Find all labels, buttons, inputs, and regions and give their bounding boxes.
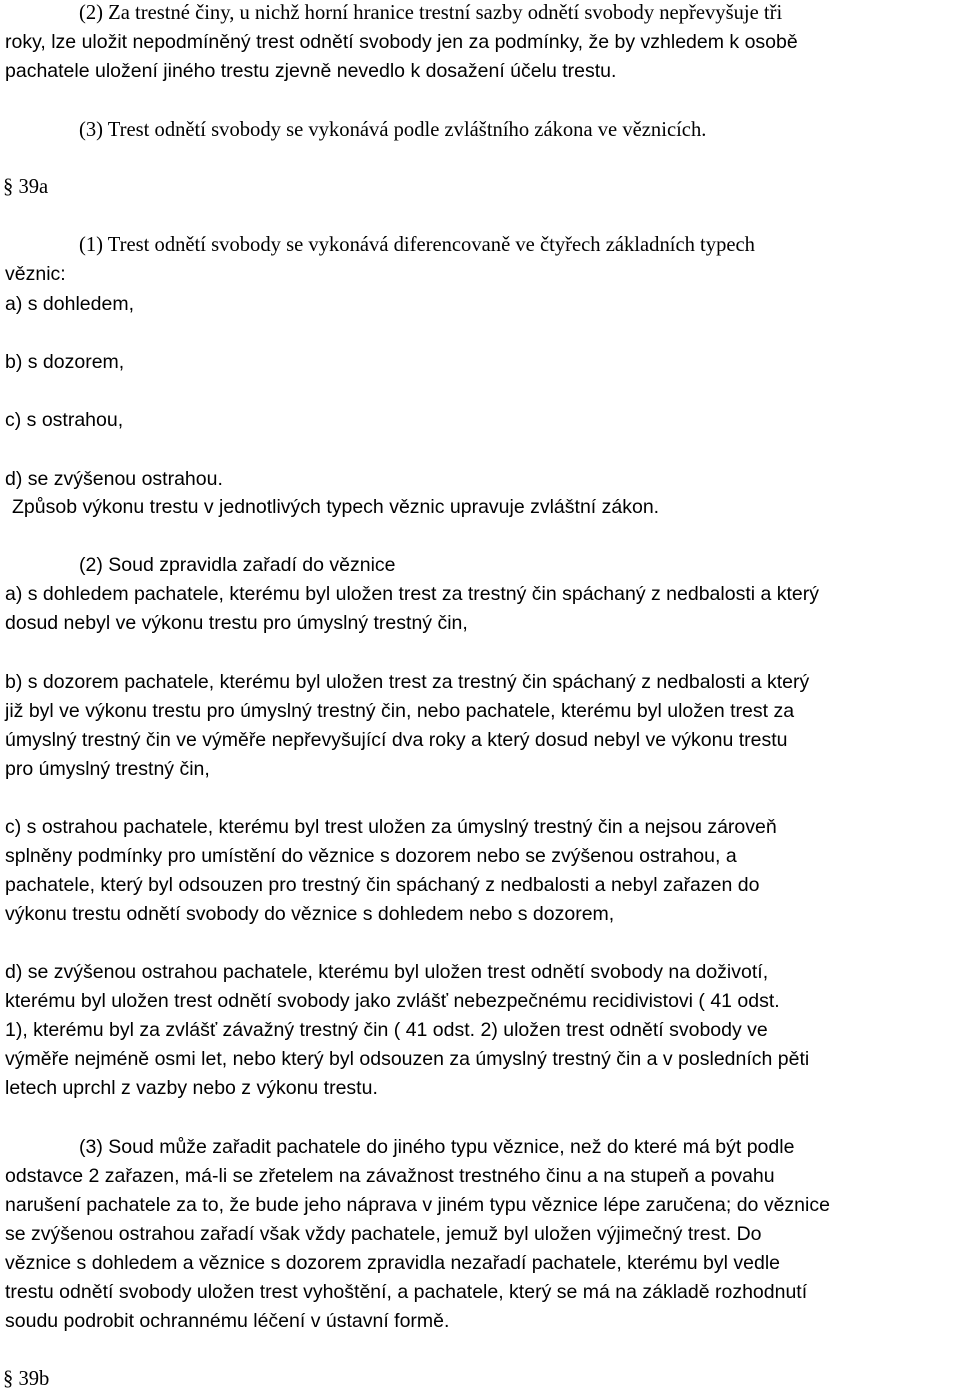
- prison-type-c: c) s ostrahou,: [5, 409, 124, 431]
- 39a-para-3-line-3: narušení pachatele za to, že bude jeho náprava v jiném typu věznice lépe zaručena; do věznice: [5, 1194, 830, 1216]
- item-c-line-4: výkonu trestu odnětí svobody do věznice s dohledem nebo s dozorem,: [5, 903, 615, 925]
- item-d-line-2: kterému byl uložen trest odnětí svobody jako zvlášť nebezpečnému recidivistovi ( 41 odst.: [5, 990, 780, 1012]
- item-d-line-1: d) se zvýšenou ostrahou pachatele, kterému byl uložen trest odnětí svobody na doživotí,: [5, 961, 769, 983]
- 39a-para-2-intro: (2) Soud zpravidla zařadí do věznice: [79, 554, 396, 576]
- 39a-note: Způsob výkonu trestu v jednotlivých typech věznic upravuje zvláštní zákon.: [12, 496, 660, 518]
- para-2-line-3: pachatele uložení jiného trestu zjevně nevedlo k dosažení účelu trestu.: [5, 60, 617, 82]
- item-a-line-2: dosud nebyl ve výkonu trestu pro úmyslný trestný čin,: [5, 612, 468, 634]
- section-sign-icon: §: [3, 1368, 14, 1390]
- item-b-line-1: b) s dozorem pachatele, kterému byl uložen trest za trestný čin spáchaný z nedbalosti a který: [5, 671, 810, 693]
- item-c-line-1: c) s ostrahou pachatele, kterému byl trest uložen za úmyslný trestný čin a nejsou zároveň: [5, 816, 777, 838]
- 39a-para-3-line-6: trestu odnětí svobody uložen trest vyhoštění, a pachatele, který se má na základě rozhodnutí: [5, 1281, 808, 1303]
- para-2-line-2: roky, lze uložit nepodmíněný trest odnětí svobody jen za podmínky, že by vzhledem k osobě: [5, 31, 798, 53]
- 39a-para-1-line-1: (1) Trest odnětí svobody se vykonává diferencovaně ve čtyřech základních typech: [79, 234, 755, 256]
- item-b-line-2: již byl ve výkonu trestu pro úmyslný trestný čin, nebo pachatele, kterému byl uložen trest za: [5, 700, 795, 722]
- 39a-para-3-line-4: se zvýšenou ostrahou zařadí však vždy pachatele, jemuž byl uložen výjimečný trest. Do: [5, 1223, 762, 1245]
- item-d-line-5: letech uprchl z vazby nebo z výkonu trestu.: [5, 1077, 378, 1099]
- prison-type-d: d) se zvýšenou ostrahou.: [5, 468, 223, 490]
- item-d-line-4: výměře nejméně osmi let, nebo který byl odsouzen za úmyslný trestný čin a v posledních pěti: [5, 1048, 810, 1070]
- prison-type-a: a) s dohledem,: [5, 293, 134, 315]
- section-39a-heading: § 39a: [3, 176, 49, 198]
- prison-type-b: b) s dozorem,: [5, 351, 125, 373]
- item-b-line-3: úmyslný trestný čin ve výměře nepřevyšující dva roky a který dosud nebyl ve výkonu trestu: [5, 729, 788, 751]
- 39a-para-1-line-2: věznic:: [5, 263, 66, 285]
- item-c-line-3: pachatele, který byl odsouzen pro trestný čin spáchaný z nedbalosti a nebyl zařazen do: [5, 874, 760, 896]
- section-sign-icon: §: [3, 176, 14, 198]
- 39a-para-3-line-1: (3) Soud může zařadit pachatele do jiného typu věznice, než do které má být podle: [79, 1136, 795, 1158]
- para-3-text: (3) Trest odnětí svobody se vykonává podle zvláštního zákona ve věznicích.: [79, 119, 707, 141]
- 39a-para-3-line-2: odstavce 2 zařazen, má-li se zřetelem na závažnost trestného činu a na stupeň a povahu: [5, 1165, 775, 1187]
- 39a-para-3-line-7: soudu podrobit ochrannému léčení v ústavní formě.: [5, 1310, 450, 1332]
- item-a-line-1: a) s dohledem pachatele, kterému byl uložen trest za trestný čin spáchaný z nedbalosti a který: [5, 583, 820, 605]
- item-b-line-4: pro úmyslný trestný čin,: [5, 758, 210, 780]
- section-39b-heading: § 39b: [3, 1368, 50, 1390]
- para-2-line-1: (2) Za trestné činy, u nichž horní hranice trestní sazby odnětí svobody nepřevyšuje tři: [79, 2, 783, 24]
- 39a-para-3-line-5: věznice s dohledem a věznice s dozorem zpravidla nezařadí pachatele, kterému byl vedle: [5, 1252, 781, 1274]
- item-c-line-2: splněny podmínky pro umístění do věznice s dozorem nebo se zvýšenou ostrahou, a: [5, 845, 737, 867]
- item-d-line-3: 1), kterému byl za zvlášť závažný trestný čin ( 41 odst. 2) uložen trest odnětí svobody ve: [5, 1019, 768, 1041]
